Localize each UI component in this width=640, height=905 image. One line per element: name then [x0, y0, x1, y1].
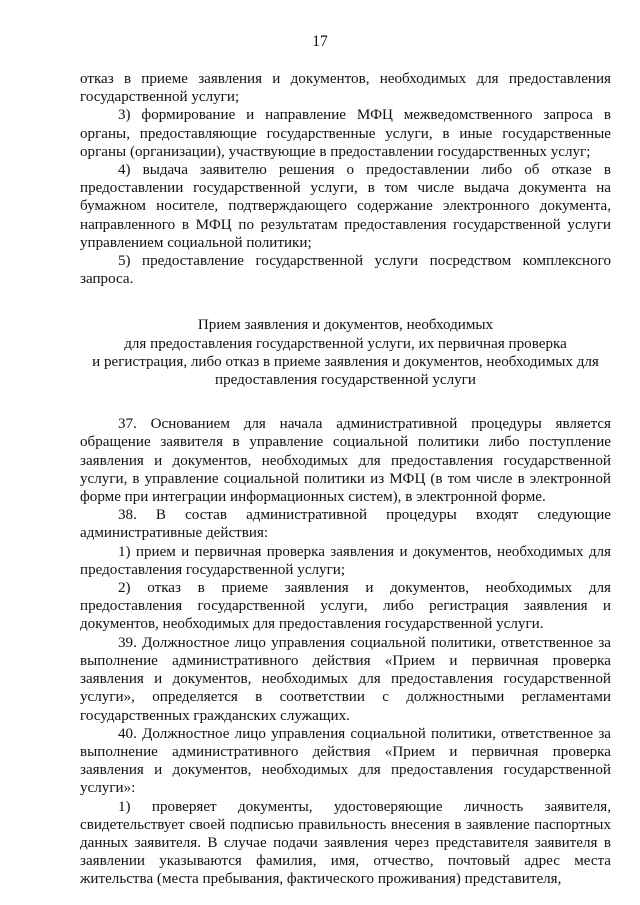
paragraph-38-item-2: 2) отказ в приеме заявления и документов, необходимых для предоставления государственной услуги, либо регистрация заявления и документов, необходимых для предоставления государственной услуги.	[80, 580, 611, 633]
spacer	[80, 288, 611, 316]
section-heading-line: Прием заявления и документов, необходимых	[197, 317, 494, 334]
paragraph-40-item-1: 1) проверяет документы, удостоверяющие личность заявителя, свидетельствует своей подписью правильность внесения в заявление паспортных данных заявителя. В случае подачи заявления через представителя заявителя в заявлении указываются фамилия, имя, отчество, почтовый адрес места жительства (места пребывания, фактического проживания) представителя,	[80, 798, 611, 888]
paragraph-item-4: 4) выдача заявителю решения о предоставлении либо об отказе в предоставлении государственной услуги, в том числе выдача документа на бумажном носителе, подтверждающего содержание электронного документа, направленного в МФЦ по результатам предоставления государственной услуги управлением социальной политики;	[80, 162, 611, 251]
paragraph-37: 37. Основанием для начала административной процедуры является обращение заявителя в управление социальной политики либо поступление заявления и документов, необходимых для предоставления государственной услуги, в управление социальной политики из МФЦ (в том числе в электронной форме при интеграции информационных систем), в электронной форме.	[80, 416, 611, 506]
paragraph-item-5: 5) предоставление государственной услуги посредством комплексного запроса.	[80, 253, 611, 288]
page-number: 17	[312, 33, 328, 50]
paragraph-38-item-1: 1) прием и первичная проверка заявления и документов, необходимых для предоставления государственной услуги;	[80, 543, 611, 578]
section-heading	[80, 316, 611, 389]
document-body	[80, 70, 611, 889]
paragraph-40: 40. Должностное лицо управления социальной политики, ответственное за выполнение административного действия «Прием и первичная проверка заявления и документов, необходимых для предоставления государственной услуги»:	[80, 725, 611, 797]
section-heading-line: предоставления государственной услуги	[215, 372, 476, 389]
paragraph-refusal-continuation: отказ в приеме заявления и документов, необходимых для предоставления государственной услуги;	[80, 71, 611, 106]
spacer	[80, 389, 611, 415]
paragraph-item-3: 3) формирование и направление МФЦ межведомственного запроса в органы, предоставляющие государственные услуги, в иные государственные органы (организации), участвующие в предоставлении государственных услуг;	[80, 107, 611, 160]
paragraph-38: 38. В состав административной процедуры входят следующие административные действия:	[80, 507, 611, 542]
paragraph-39: 39. Должностное лицо управления социальной политики, ответственное за выполнение административного действия «Прием и первичная проверка заявления и документов, необходимых для предоставления государственной услуги», определяется в соответствии с должностными регламентами государственных гражданских служащих.	[80, 634, 611, 724]
section-heading-line: для предоставления государственной услуги, их первичная проверка	[124, 335, 567, 352]
section-heading-line: и регистрация, либо отказ в приеме заявления и документов, необходимых для	[92, 353, 599, 370]
